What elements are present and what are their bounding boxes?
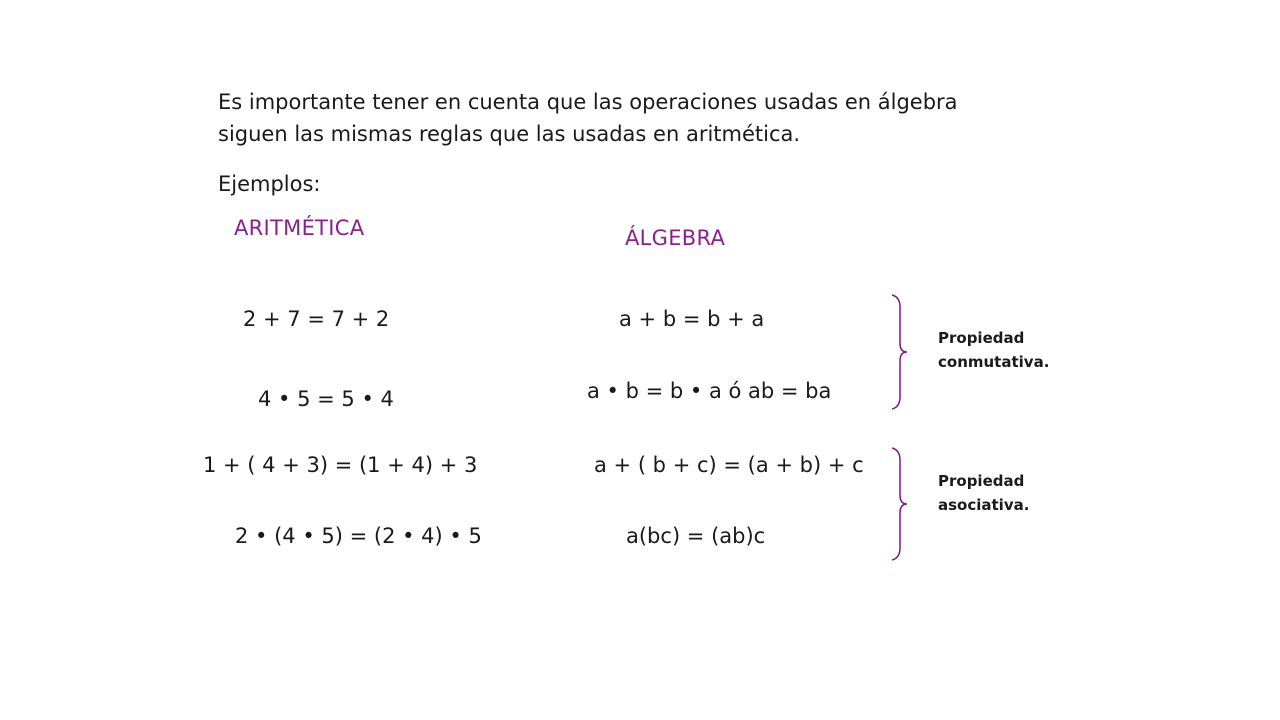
algebra-eq-4: a(bc) = (ab)c (626, 524, 766, 548)
associative-label-line-2: asociativa. (938, 496, 1030, 514)
commutative-brace (890, 293, 914, 411)
heading-algebra: ÁLGEBRA (625, 226, 726, 250)
intro-line-2: siguen las mismas reglas que las usadas en aritmética. (218, 122, 801, 146)
arithmetic-eq-2: 4 • 5 = 5 • 4 (258, 387, 394, 411)
intro-line-1: Es importante tener en cuenta que las operaciones usadas en álgebra (218, 90, 958, 114)
algebra-eq-1: a + b = b + a (619, 307, 765, 331)
intro-paragraph (218, 86, 998, 150)
heading-arithmetic: ARITMÉTICA (234, 216, 365, 240)
commutative-label-line-2: conmutativa. (938, 353, 1050, 371)
arithmetic-eq-3: 1 + ( 4 + 3) = (1 + 4) + 3 (203, 453, 478, 477)
commutative-property-label (938, 326, 1088, 374)
associative-label-line-1: Propiedad (938, 472, 1025, 490)
examples-label: Ejemplos: (218, 172, 321, 196)
associative-property-label (938, 469, 1088, 517)
commutative-label-line-1: Propiedad (938, 329, 1025, 347)
algebra-eq-2: a • b = b • a ó ab = ba (587, 379, 832, 403)
associative-brace (890, 446, 914, 562)
algebra-eq-3: a + ( b + c) = (a + b) + c (594, 453, 864, 477)
arithmetic-eq-4: 2 • (4 • 5) = (2 • 4) • 5 (235, 524, 482, 548)
arithmetic-eq-1: 2 + 7 = 7 + 2 (243, 307, 390, 331)
